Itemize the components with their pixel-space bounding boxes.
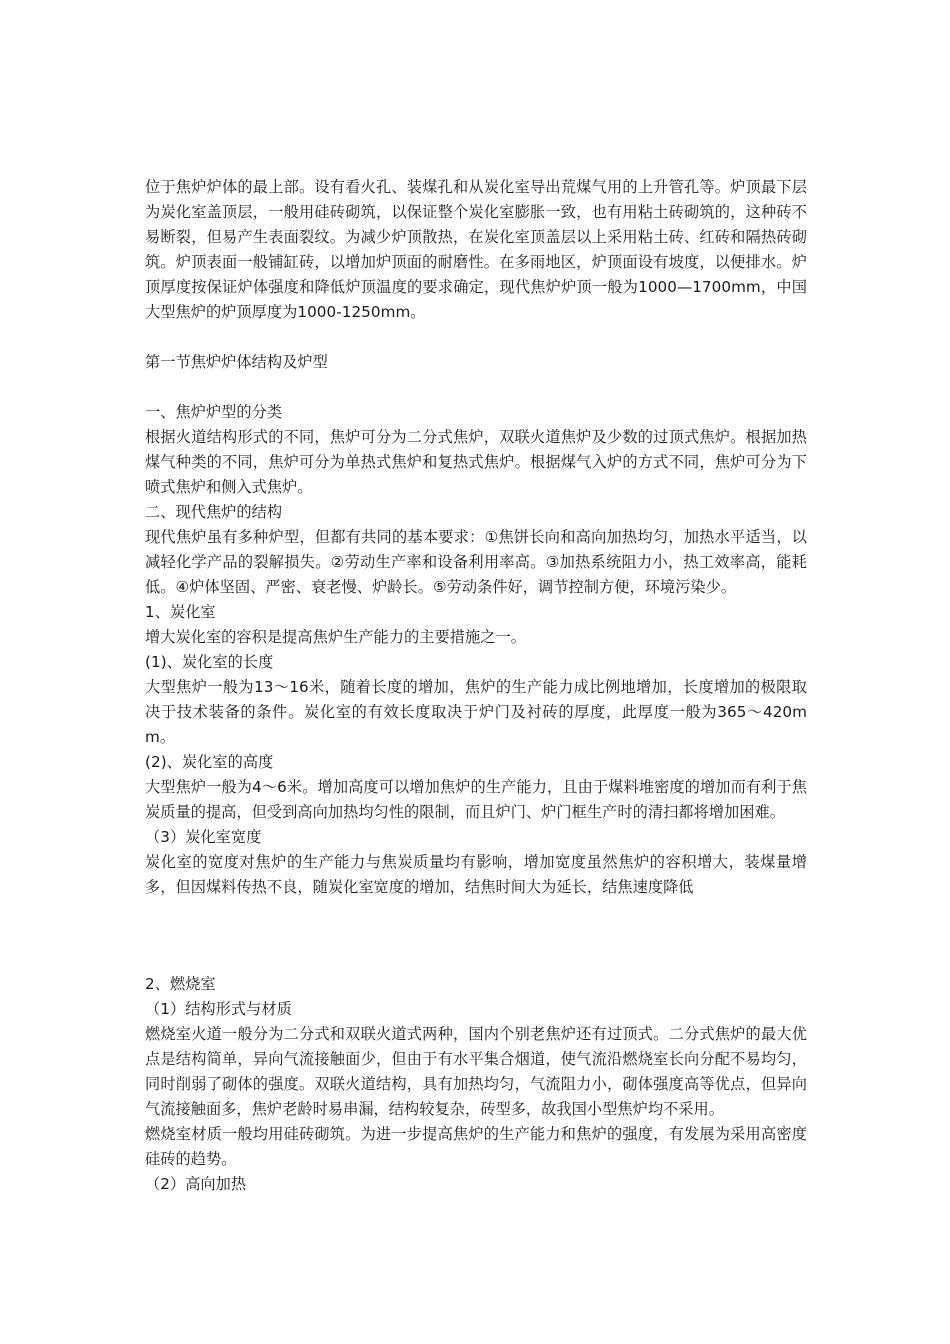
main-content-block xyxy=(145,400,807,900)
paragraph: 大型焦炉一般为13～16米，随着长度的增加，焦炉的生产能力成比例地增加，长度增加的极限取决于技术装备的条件。炭化室的有效长度取决于炉门及衬砖的厚度，此厚度一般为365～420mm。 xyxy=(145,678,807,746)
paragraph: 增大炭化室的容积是提高焦炉生产能力的主要措施之一。 xyxy=(145,628,526,646)
subsection-heading: 二、现代焦炉的结构 xyxy=(145,503,283,521)
section-heading-block xyxy=(145,350,807,375)
paragraph: 燃烧室火道一般分为二分式和双联火道式两种，国内个别老焦炉还有过顶式。二分式焦炉的最大优点是结构简单，异向气流接触面少，但由于有水平集合烟道，使气流沿燃烧室长向分配不易均匀，同时削弱了砌体的强度。双联火道结构，具有加热均匀，气流阻力小，砌体强度高等优点，但异向气流接触面多，焦炉老龄时易串漏，结构较复杂，砖型多，故我国小型焦炉均不采用。 xyxy=(145,1025,807,1118)
paragraph: 炭化室的宽度对焦炉的生产能力与焦炭质量均有影响，增加宽度虽然焦炉的容积增大，装煤量增多，但因煤料传热不良，随炭化室宽度的增加，结焦时间大为延长，结焦速度降低 xyxy=(145,853,807,896)
intro-block xyxy=(145,175,807,325)
paragraph: 位于焦炉炉体的最上部。设有看火孔、装煤孔和从炭化室导出荒煤气用的上升管孔等。炉顶最下层为炭化室盖顶层，一般用硅砖砌筑，以保证整个炭化室膨胀一致，也有用粘土砖砌筑的，这种砖不易断裂，但易产生表面裂纹。为减少炉顶散热，在炭化室顶盖层以上采用粘土砖、红砖和隔热砖砌筑。炉顶表面一般铺缸砖，以增加炉顶面的耐磨性。在多雨地区，炉顶面设有坡度，以便排水。炉顶厚度按保证炉体强度和降低炉顶温度的要求确定，现代焦炉炉顶一般为1000—1700mm，中国大型焦炉的炉顶厚度为1000-1250mm。 xyxy=(145,178,807,321)
item-heading: (2)、炭化室的高度 xyxy=(145,753,274,771)
item-heading: （2）高向加热 xyxy=(145,1175,247,1193)
paragraph: 大型焦炉一般为4～6米。增加高度可以增加焦炉的生产能力，且由于煤料堆密度的增加而有利于焦炭质量的提高，但受到高向加热均匀性的限制，而且炉门、炉门框生产时的清扫都将增加困难。 xyxy=(145,778,807,821)
item-heading: （3）炭化室宽度 xyxy=(145,828,262,846)
paragraph: 根据火道结构形式的不同，焦炉可分为二分式焦炉，双联火道焦炉及少数的过顶式焦炉。根据加热煤气种类的不同，焦炉可分为单热式焦炉和复热式焦炉。根据煤气入炉的方式不同，焦炉可分为下喷式焦炉和侧入式焦炉。 xyxy=(145,428,807,496)
item-heading: （1）结构形式与材质 xyxy=(145,1000,292,1018)
combustion-block xyxy=(145,972,807,1197)
item-heading: 2、燃烧室 xyxy=(145,975,216,993)
item-heading: (1)、炭化室的长度 xyxy=(145,653,274,671)
paragraph: 燃烧室材质一般均用硅砖砌筑。为进一步提高焦炉的生产能力和焦炉的强度，有发展为采用高密度硅砖的趋势。 xyxy=(145,1125,807,1168)
subsection-heading: 一、焦炉炉型的分类 xyxy=(145,403,283,421)
section-title: 第一节焦炉炉体结构及炉型 xyxy=(145,353,328,371)
item-heading: 1、炭化室 xyxy=(145,603,216,621)
paragraph: 现代焦炉虽有多种炉型，但都有共同的基本要求：①焦饼长向和高向加热均匀，加热水平适当，以减轻化学产品的裂解损失。②劳动生产率和设备利用率高。③加热系统阻力小，热工效率高，能耗低。④炉体坚固、严密、衰老慢、炉龄长。⑤劳动条件好，调节控制方便，环境污染少。 xyxy=(145,528,807,596)
